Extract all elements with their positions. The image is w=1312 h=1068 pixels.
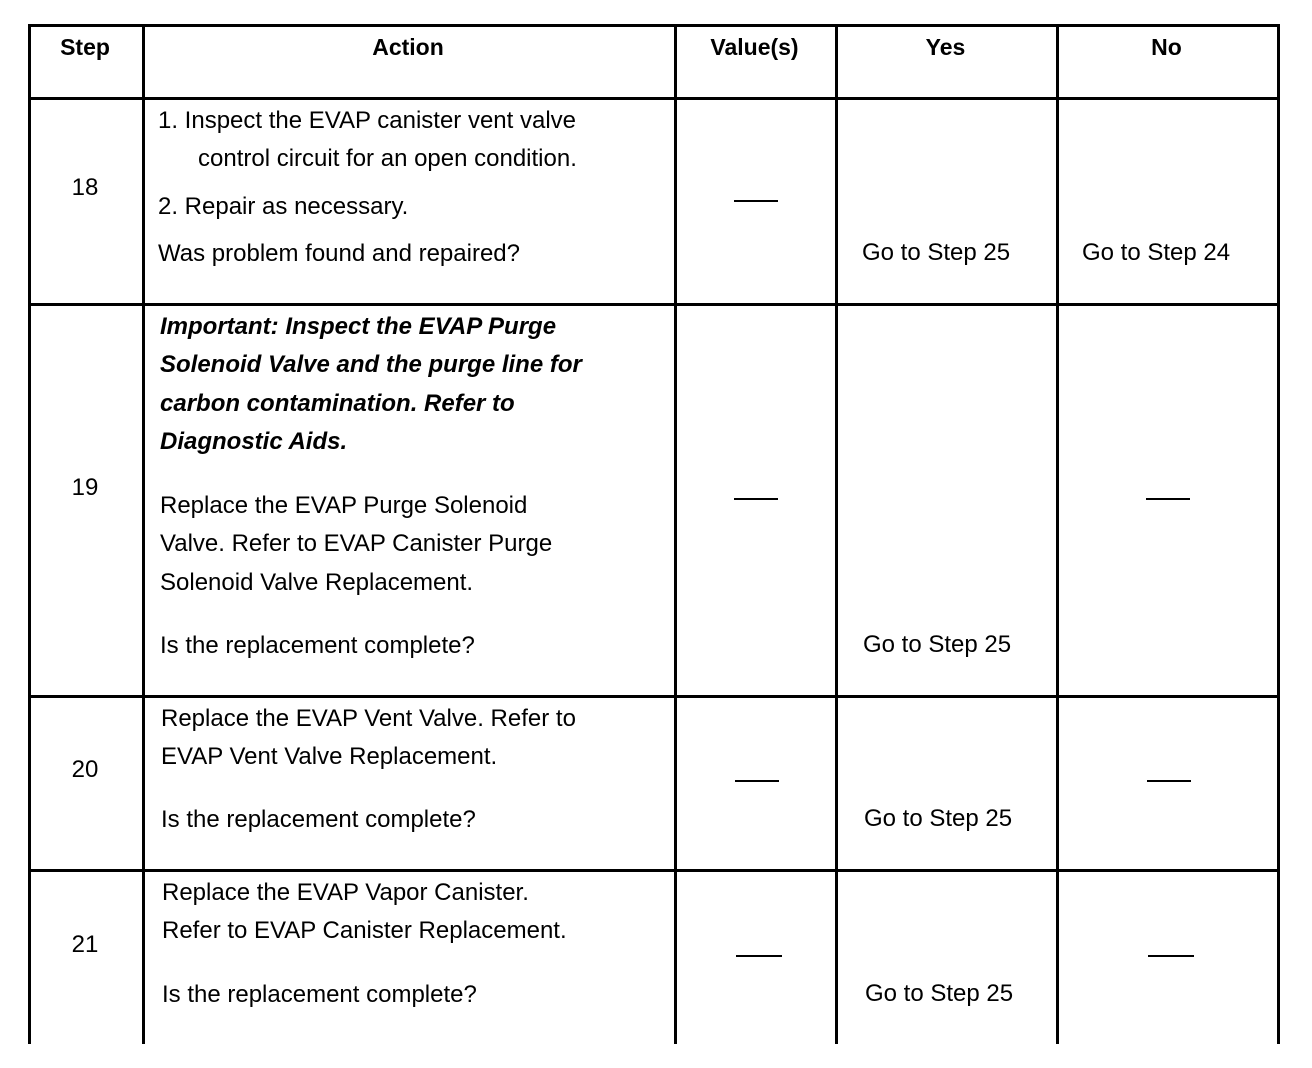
header-yes: Yes: [925, 34, 966, 60]
action-line: 2. Repair as necessary.: [158, 193, 409, 220]
action-question: Was problem found and repaired?: [158, 240, 520, 267]
header-step: Step: [60, 34, 110, 60]
action-line: control circuit for an open condition.: [198, 145, 577, 172]
yes-goto: Go to Step 25: [864, 805, 1013, 832]
action-line: EVAP Vent Valve Replacement.: [161, 743, 498, 770]
row-divider: [28, 695, 1280, 698]
no-goto: Go to Step 24: [1082, 239, 1231, 266]
value-dash: [736, 955, 782, 957]
value-dash: [734, 200, 778, 202]
yes-goto: Go to Step 25: [862, 239, 1011, 266]
value-dash: [735, 780, 779, 782]
step-number: 18: [71, 174, 99, 201]
step-number: 20: [71, 756, 99, 783]
table-border-top: [28, 24, 1280, 27]
no-dash: [1146, 498, 1190, 500]
no-dash: [1147, 780, 1191, 782]
yes-goto: Go to Step 25: [863, 631, 1012, 658]
yes-goto: Go to Step 25: [865, 980, 1014, 1007]
diagnostic-table: [28, 24, 1280, 1044]
action-line: Refer to EVAP Canister Replacement.: [162, 917, 567, 944]
step-number: 21: [71, 931, 99, 958]
column-divider: [142, 24, 145, 1044]
header-no: No: [1151, 34, 1182, 60]
row-divider: [28, 869, 1280, 872]
no-dash: [1148, 955, 1194, 957]
column-divider: [835, 24, 838, 1044]
action-question: Is the replacement complete?: [160, 632, 475, 659]
action-line: Replace the EVAP Vent Valve. Refer to: [161, 705, 576, 732]
important-note-line: Important: Inspect the EVAP Purge: [160, 313, 557, 340]
important-note-line: Diagnostic Aids.: [160, 428, 348, 455]
step-number: 19: [71, 474, 99, 501]
action-line: Valve. Refer to EVAP Canister Purge: [160, 530, 553, 557]
action-line: 1. Inspect the EVAP canister vent valve: [158, 107, 577, 134]
action-line: Replace the EVAP Purge Solenoid: [160, 492, 528, 519]
column-divider: [1056, 24, 1059, 1044]
action-question: Is the replacement complete?: [162, 981, 477, 1008]
important-note-line: Solenoid Valve and the purge line for: [160, 351, 582, 378]
table-border-right: [1277, 24, 1280, 1044]
action-line: Replace the EVAP Vapor Canister.: [162, 879, 529, 906]
row-divider: [28, 97, 1280, 100]
value-dash: [734, 498, 778, 500]
action-question: Is the replacement complete?: [161, 806, 476, 833]
header-action: Action: [372, 34, 444, 60]
action-line: Solenoid Valve Replacement.: [160, 569, 474, 596]
column-divider: [674, 24, 677, 1044]
important-note-line: carbon contamination. Refer to: [160, 390, 515, 417]
header-values: Value(s): [710, 34, 799, 60]
row-divider: [28, 303, 1280, 306]
